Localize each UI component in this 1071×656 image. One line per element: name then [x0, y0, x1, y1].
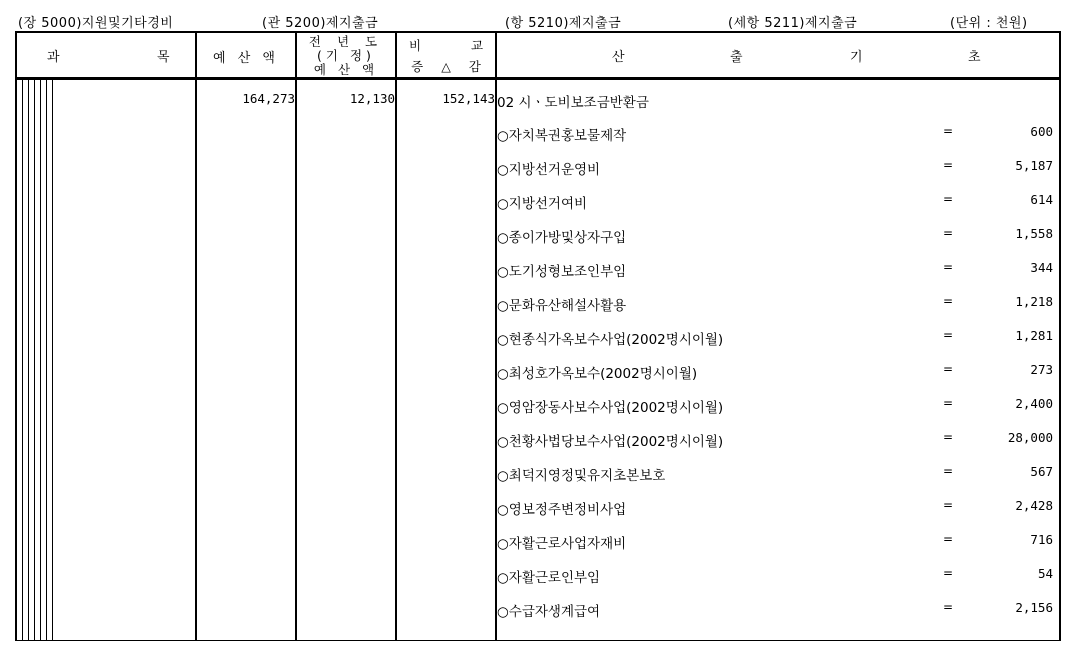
- row-prev-budget-value: 12,130: [349, 91, 395, 106]
- list-item: [497, 532, 1053, 552]
- account-sub-line-3: [34, 80, 35, 641]
- list-item: [497, 328, 1053, 348]
- item-amount: 5,187: [1015, 158, 1053, 173]
- subitem-label: (세항 5211)제지출금: [728, 16, 858, 31]
- col-account-a: 과: [47, 50, 60, 65]
- col-budget: 예 산 액: [213, 51, 279, 66]
- account-sub-line-5: [46, 80, 47, 641]
- equals-sign: =: [943, 294, 954, 308]
- col-prev-line3: 예 산 액: [313, 62, 379, 77]
- section-label: (관 5200)제지출금: [262, 16, 379, 31]
- item-amount: 2,156: [1015, 600, 1053, 615]
- equals-sign: =: [943, 396, 954, 410]
- item-amount: 2,428: [1015, 498, 1053, 513]
- equals-sign: =: [943, 124, 954, 138]
- item-amount: 567: [1030, 464, 1053, 479]
- row-title: 02 시ㆍ도비보조금반환금: [497, 95, 649, 111]
- unit-label: (단위 : 천원): [950, 16, 1028, 31]
- col-account-b: 목: [157, 50, 170, 65]
- item-name: ○자치복권홍보물제작: [497, 128, 627, 144]
- account-sub-line-6: [52, 80, 53, 641]
- table-top-border: [15, 31, 1060, 33]
- col-basis-4: 초: [968, 50, 981, 65]
- equals-sign: =: [943, 158, 954, 172]
- item-name: ○도기성형보조인부임: [497, 264, 627, 280]
- list-item: [497, 396, 1053, 416]
- list-item: [497, 192, 1053, 212]
- item-name: ○자활근로인부임: [497, 570, 601, 586]
- list-item: [497, 158, 1053, 178]
- list-item: [497, 498, 1053, 518]
- table-right-border: [1059, 31, 1061, 641]
- equals-sign: =: [943, 226, 954, 240]
- item-amount: 1,558: [1015, 226, 1053, 241]
- item-name: ○지방선거여비: [497, 196, 588, 212]
- col-basis-1: 산: [612, 50, 625, 65]
- item-name: ○영보정주변정비사업: [497, 502, 627, 518]
- item-name: ○종이가방및상자구입: [497, 230, 627, 246]
- table-bottom-border: [15, 640, 1060, 641]
- item-amount: 600: [1030, 124, 1053, 139]
- equals-sign: =: [943, 362, 954, 376]
- list-item: [497, 464, 1053, 484]
- row-budget-value: 164,273: [242, 91, 295, 106]
- column-divider-budget: [195, 31, 197, 641]
- list-item: [497, 226, 1053, 246]
- equals-sign: =: [943, 328, 954, 342]
- item-amount: 1,281: [1015, 328, 1053, 343]
- item-amount: 273: [1030, 362, 1053, 377]
- item-name: ○현종식가옥보수사업(2002명시이월): [497, 332, 724, 348]
- list-item: [497, 124, 1053, 144]
- item-amount: 28,000: [1007, 430, 1053, 445]
- item-name: ○최덕지영정및유지초본보호: [497, 468, 666, 484]
- col-compare-line2: 증 △ 감: [411, 59, 481, 74]
- col-compare-line1: 비 교: [408, 38, 484, 53]
- item-name: ○영암장동사보수사업(2002명시이월): [497, 400, 724, 416]
- row-change-value: 152,143: [442, 91, 495, 106]
- list-item: [497, 600, 1053, 620]
- column-divider-prev: [295, 31, 297, 641]
- item-name: ○지방선거운영비: [497, 162, 601, 178]
- item-amount: 716: [1030, 532, 1053, 547]
- chapter-label: (장 5000)지원및기타경비: [18, 16, 174, 31]
- header-bottom-border: [15, 77, 1060, 80]
- account-sub-line-1: [22, 80, 23, 641]
- item-label: (항 5210)제지출금: [505, 16, 622, 31]
- equals-sign: =: [943, 566, 954, 580]
- equals-sign: =: [943, 260, 954, 274]
- col-prev-line2: (기 정): [317, 48, 375, 63]
- equals-sign: =: [943, 430, 954, 444]
- col-prev-line1: 전 년 도: [308, 34, 384, 49]
- list-item: [497, 566, 1053, 586]
- list-item: [497, 294, 1053, 314]
- item-name: ○자활근로사업자재비: [497, 536, 627, 552]
- list-item: [497, 260, 1053, 280]
- equals-sign: =: [943, 192, 954, 206]
- col-basis-3: 기: [850, 50, 863, 65]
- list-item: [497, 430, 1053, 450]
- column-divider-compare: [395, 31, 397, 641]
- item-amount: 54: [1037, 566, 1053, 581]
- item-amount: 614: [1030, 192, 1053, 207]
- equals-sign: =: [943, 498, 954, 512]
- equals-sign: =: [943, 532, 954, 546]
- item-amount: 2,400: [1015, 396, 1053, 411]
- equals-sign: =: [943, 464, 954, 478]
- item-name: ○수급자생계급여: [497, 604, 601, 620]
- account-sub-line-4: [40, 80, 41, 641]
- item-name: ○최성호가옥보수(2002명시이월): [497, 366, 698, 382]
- col-basis-2: 출: [730, 50, 743, 65]
- table-left-border: [15, 31, 17, 641]
- list-item: [497, 362, 1053, 382]
- item-name: ○천황사법당보수사업(2002명시이월): [497, 434, 724, 450]
- equals-sign: =: [943, 600, 954, 614]
- item-amount: 1,218: [1015, 294, 1053, 309]
- item-amount: 344: [1030, 260, 1053, 275]
- item-name: ○문화유산해설사활용: [497, 298, 627, 314]
- account-sub-line-2: [28, 80, 29, 641]
